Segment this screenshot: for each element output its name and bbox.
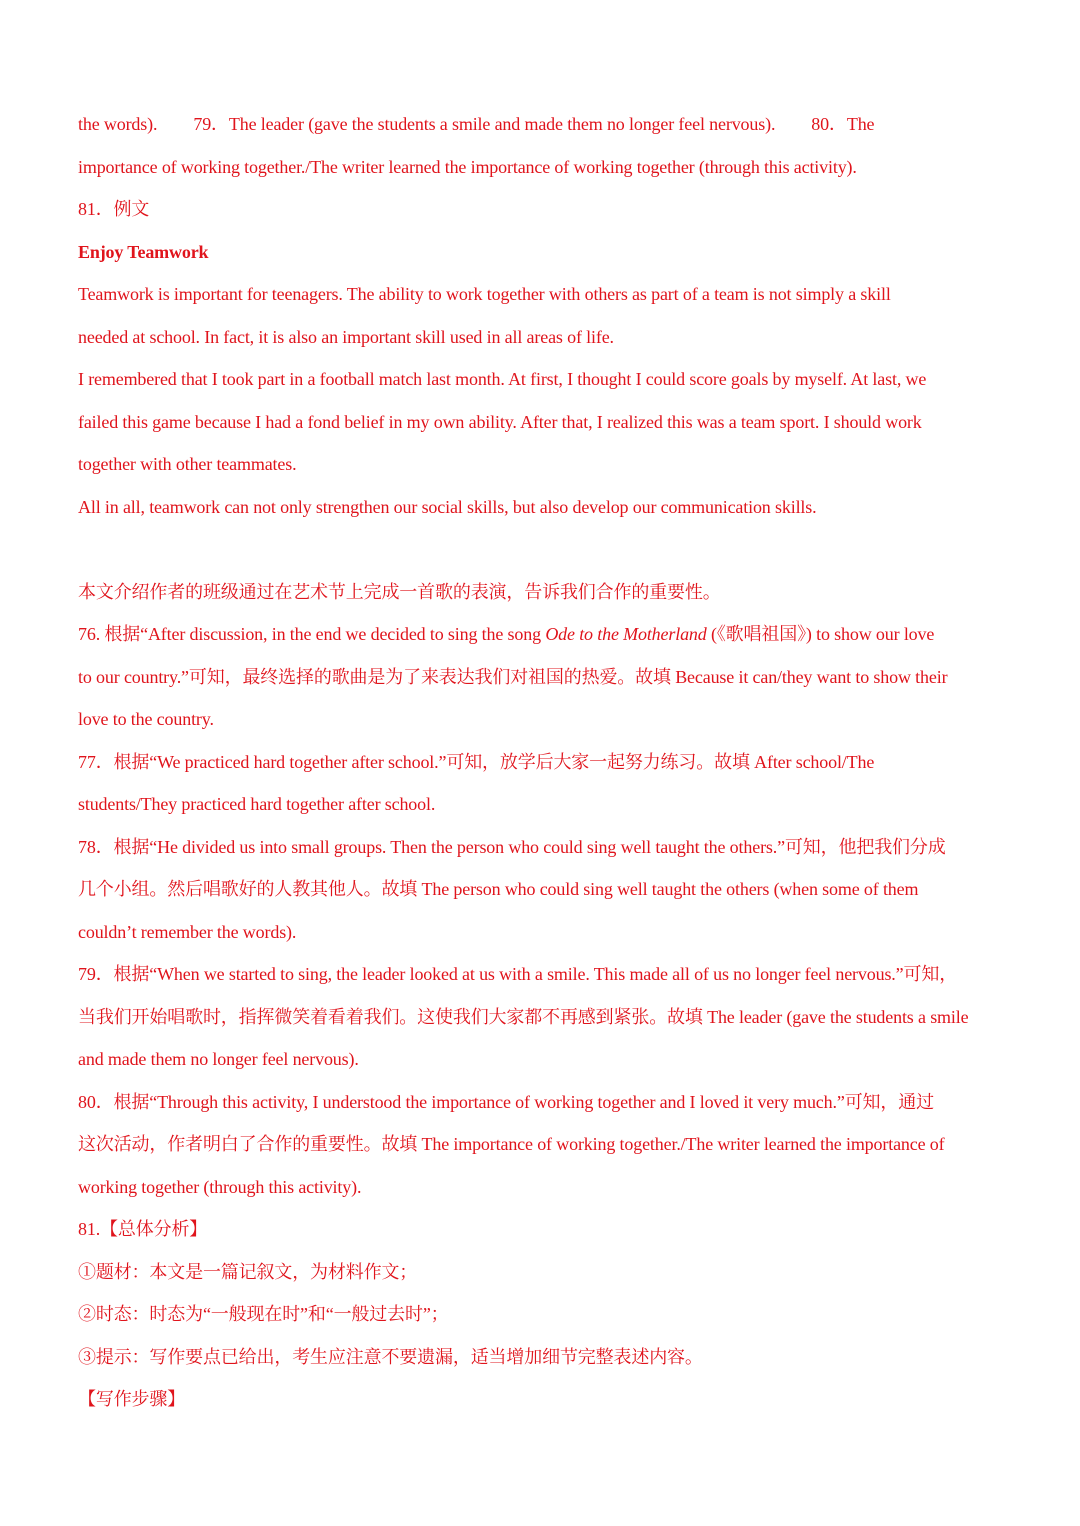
answer-80-start: 80．The xyxy=(811,114,875,134)
analysis-81-point-1: ①题材：本文是一篇记叙文，为材料作文； xyxy=(78,1261,418,1282)
analysis-76-line-2: to our country.”可知，最终选择的歌曲是为了来表达我们对祖国的热爱。故填 Because it can/they want to show their xyxy=(78,666,948,687)
answer-79: 79．The leader (gave the students a smile and made them no longer feel nervous). xyxy=(193,114,776,134)
essay-line: needed at school. In fact, it is also an important skill used in all areas of life. xyxy=(78,326,614,347)
analysis-76-line-1 xyxy=(78,613,1018,656)
analysis-78-line-3: couldn’t remember the words). xyxy=(78,921,297,942)
analysis-intro: 本文介绍作者的班级通过在艺术节上完成一首歌的表演，告诉我们合作的重要性。 xyxy=(78,581,721,602)
analysis-76-text: 76. 根据“After discussion, in the end we decided to sing the song xyxy=(78,624,546,644)
analysis-81-point-2: ②时态：时态为“一般现在时”和“一般过去时”； xyxy=(78,1304,449,1324)
document-page xyxy=(78,103,1018,1421)
analysis-81-point-3: ③提示：写作要点已给出，考生应注意不要遗漏，适当增加细节完整表述内容。 xyxy=(78,1346,703,1367)
analysis-78-line-2: 几个小组。然后唱歌好的人教其他人。故填 The person who could sing well taught the others (when some of them xyxy=(78,879,919,899)
analysis-79-line-1: 79．根据“When we started to sing, the leader looked at us with a smile. This made all of us no longer feel nervous.”可知， xyxy=(78,964,958,984)
essay-line: I remembered that I took part in a football match last month. At first, I thought I could score goals by myself. At last, we xyxy=(78,369,927,389)
essay-line: All in all, teamwork can not only strengthen our social skills, but also develop our communication skills. xyxy=(78,496,817,517)
analysis-78-line-1: 78．根据“He divided us into small groups. Then the person who could sing well taught the others.”可知，他把我们分成 xyxy=(78,836,946,857)
essay-line: failed this game because I had a fond belief in my own ability. After that, I realized this was a team sport. I should work xyxy=(78,411,922,432)
analysis-79-line-3: and made them no longer feel nervous). xyxy=(78,1049,359,1069)
analysis-81-heading: 81.【总体分析】 xyxy=(78,1219,208,1239)
writing-steps-heading: 【写作步骤】 xyxy=(78,1389,186,1409)
essay-title: Enjoy Teamwork xyxy=(78,241,209,262)
essay-line: together with other teammates. xyxy=(78,454,297,474)
spacer xyxy=(78,528,1018,571)
answer-line-2: importance of working together./The writer learned the importance of working together (through this activity). xyxy=(78,156,857,177)
analysis-79-line-2: 当我们开始唱歌时，指挥微笑着看着我们。这使我们大家都不再感到紧张。故填 The leader (gave the students a smile xyxy=(78,1006,969,1027)
answer-78-end: the words). xyxy=(78,114,158,134)
answer-line-1 xyxy=(78,103,1018,146)
analysis-76-text: (《歌唱祖国》) to show our love xyxy=(706,624,935,644)
essay-label: 81．例文 xyxy=(78,199,150,219)
essay-line: Teamwork is important for teenagers. The ability to work together with others as part of a team is not simply a skill xyxy=(78,284,891,304)
analysis-77-line-2: students/They practiced hard together after school. xyxy=(78,794,436,814)
analysis-77-line-1: 77．根据“We practiced hard together after school.”可知，放学后大家一起努力练习。故填 After school/The xyxy=(78,751,875,772)
song-title: Ode to the Motherland xyxy=(545,624,707,644)
analysis-76-line-3: love to the country. xyxy=(78,709,214,729)
analysis-80-line-1: 80．根据“Through this activity, I understood the importance of working together and I loved it very much.”可知，通过 xyxy=(78,1091,934,1112)
analysis-80-line-2: 这次活动，作者明白了合作的重要性。故填 The importance of working together./The writer learned the importance of xyxy=(78,1134,945,1154)
analysis-80-line-3: working together (through this activity). xyxy=(78,1176,362,1197)
